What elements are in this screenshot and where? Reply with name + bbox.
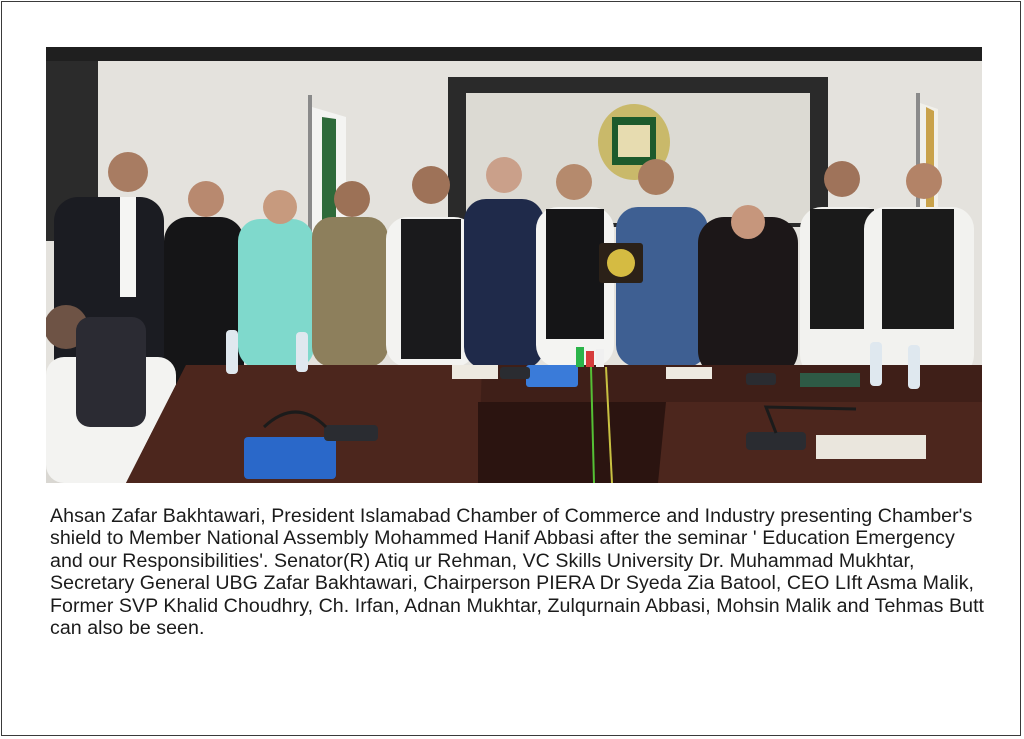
ceiling	[46, 47, 982, 61]
event-photo	[46, 47, 982, 483]
news-clipping-frame	[1, 1, 1021, 736]
shield-plaque-icon	[599, 243, 643, 283]
photo-caption: Ahsan Zafar Bakhtawari, President Islamabad Chamber of Commerce and Industry presenting Chamber's shield to Member National Assembly Mohammed Hanif Abbasi after the seminar ' Education Emergency and our Responsibilities'. Senator(R) Atiq ur Rehman, VC Skills University Dr. Muhammad Mukhtar, Secretary General UBG Zafar Bakhtawari, Chairperson PIERA Dr Syeda Zia Batool, CEO LIft Asma Malik, Former SVP Khalid Choudhry, Ch. Irfan, Adnan Mukhtar, Zulqurnain Abbasi, Mohsin Malik and Tehmas Butt can also be seen.	[50, 505, 985, 640]
